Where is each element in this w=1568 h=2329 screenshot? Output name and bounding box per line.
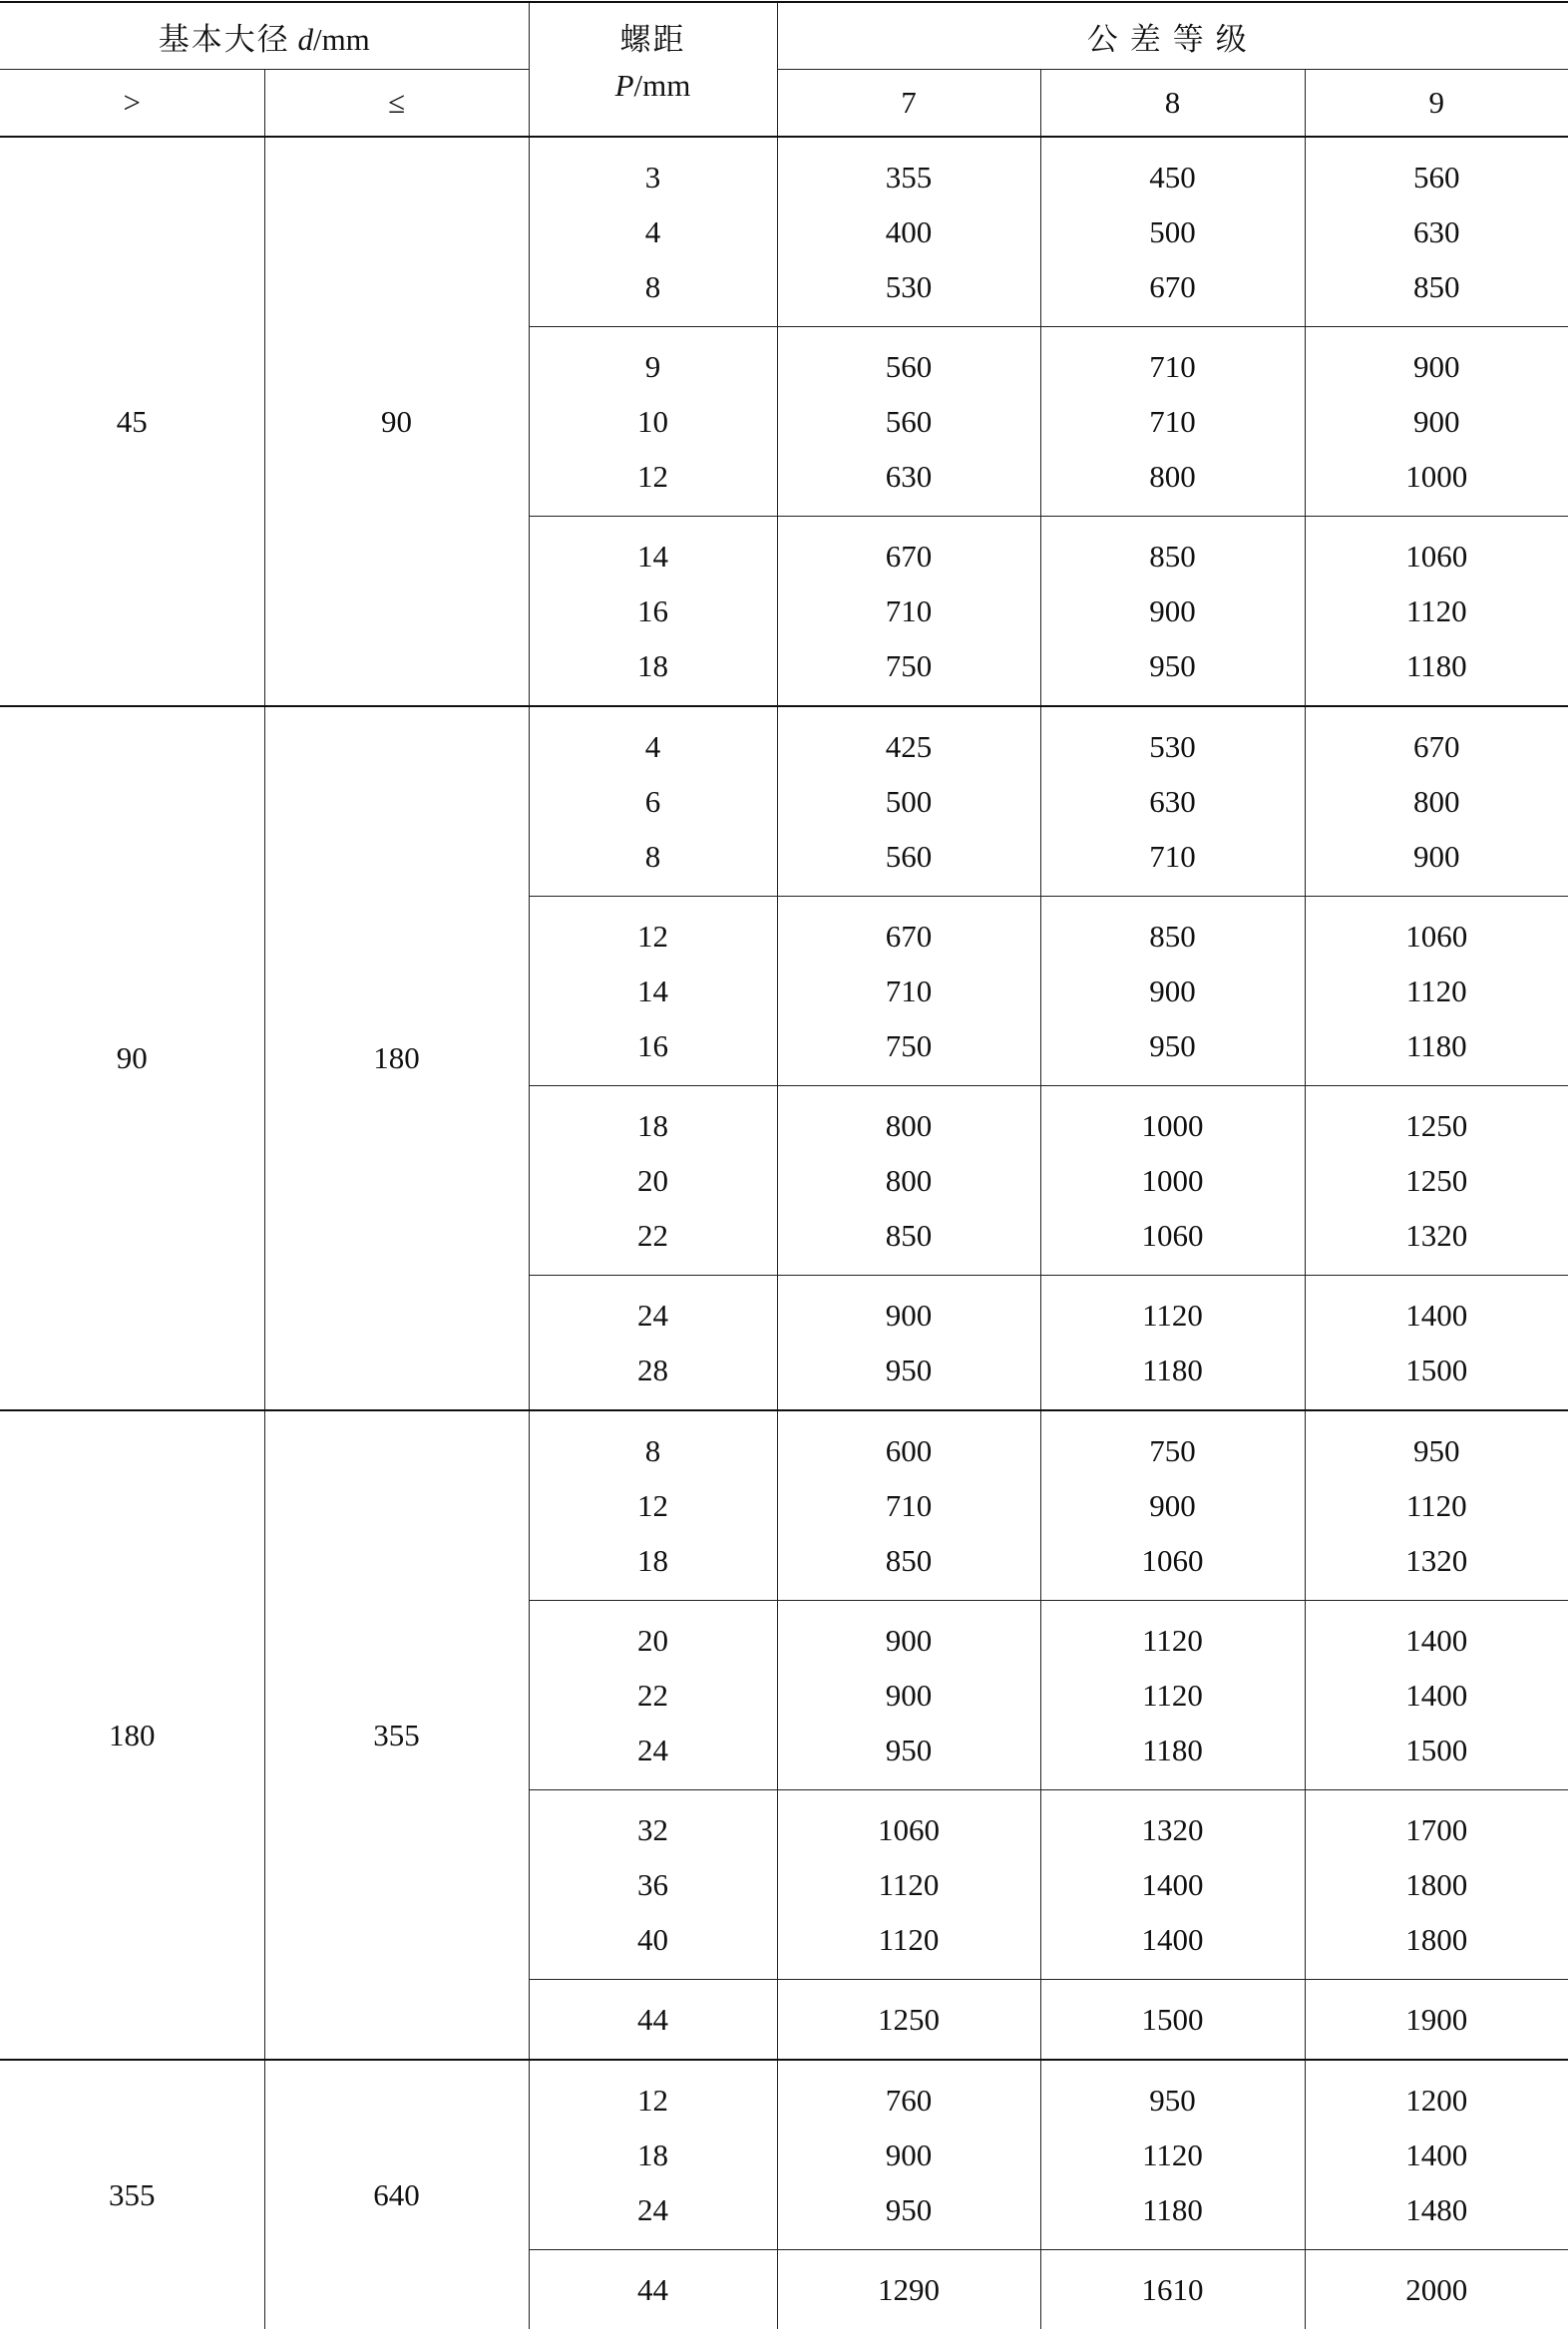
grade-9-cell: 1200 [1305,2060,1568,2128]
pitch-cell: 8 [529,829,777,897]
grade-8-cell: 670 [1040,259,1305,327]
grade-7-cell: 670 [777,897,1040,965]
pitch-cell: 40 [529,1912,777,1980]
pitch-cell: 6 [529,774,777,829]
table-header [0,2,1568,137]
diameter-gt-cell: 355 [0,2060,264,2329]
grade-7-cell: 710 [777,1478,1040,1533]
grade-9-cell: 1320 [1305,1208,1568,1276]
grade-8-cell: 710 [1040,829,1305,897]
grade-9-cell: 1900 [1305,1980,1568,2061]
pitch-cell: 14 [529,517,777,584]
grade-7-cell: 800 [777,1153,1040,1208]
grade-8-cell: 1180 [1040,1343,1305,1410]
grade-9-cell: 1500 [1305,1723,1568,1790]
grade-8-cell: 1120 [1040,1276,1305,1344]
grade-7-cell: 500 [777,774,1040,829]
grade-9-cell: 1000 [1305,449,1568,517]
grade-8-cell: 900 [1040,1478,1305,1533]
grade-8-cell: 1120 [1040,1668,1305,1723]
pitch-cell: 24 [529,1276,777,1344]
grade-9-cell: 1250 [1305,1153,1568,1208]
diameter-group-label: 基本大径 [159,22,290,57]
grade-7-cell: 530 [777,259,1040,327]
diameter-unit: /mm [313,22,370,57]
pitch-cell: 32 [529,1790,777,1858]
grade-9-cell: 1060 [1305,897,1568,965]
grade-9-cell: 1400 [1305,1601,1568,1669]
grade-8-cell: 1500 [1040,1980,1305,2061]
grade-9-cell: 1500 [1305,1343,1568,1410]
grade-7-cell: 670 [777,517,1040,584]
grade-7-cell: 560 [777,394,1040,449]
header-row-2 [0,70,1568,138]
diameter-symbol: d [297,22,313,57]
grade-7-cell: 710 [777,583,1040,638]
pitch-cell: 28 [529,1343,777,1410]
grade-7-cell: 1250 [777,1980,1040,2061]
grade-8-cell: 800 [1040,449,1305,517]
grade-9-cell: 670 [1305,706,1568,774]
grade-7-cell: 750 [777,638,1040,706]
grade-7-cell: 900 [777,2128,1040,2182]
pitch-cell: 3 [529,137,777,204]
grade-9-cell: 1320 [1305,1533,1568,1601]
pitch-cell: 12 [529,897,777,965]
grade-8-cell: 900 [1040,583,1305,638]
grade-7-cell: 900 [777,1276,1040,1344]
grade-9-cell: 560 [1305,137,1568,204]
grade-7-cell: 950 [777,2182,1040,2250]
grade-8-cell: 850 [1040,897,1305,965]
grade-7-cell: 950 [777,1723,1040,1790]
table-body [0,137,1568,2329]
grade-header-7: 7 [777,70,1040,138]
grade-7-cell: 800 [777,1086,1040,1154]
pitch-cell: 44 [529,1980,777,2061]
grade-7-cell: 355 [777,137,1040,204]
grade-9-cell: 1120 [1305,964,1568,1018]
grade-9-cell: 1480 [1305,2182,1568,2250]
gt-header: > [0,70,264,138]
grade-7-cell: 750 [777,1018,1040,1086]
grade-9-cell: 900 [1305,327,1568,395]
grade-8-cell: 1000 [1040,1153,1305,1208]
pitch-cell: 8 [529,1410,777,1478]
grade-9-cell: 630 [1305,204,1568,259]
grade-9-cell: 950 [1305,1410,1568,1478]
pitch-header [529,2,777,137]
pitch-cell: 16 [529,1018,777,1086]
grade-7-cell: 850 [777,1533,1040,1601]
grade-7-cell: 1290 [777,2250,1040,2329]
pitch-cell: 4 [529,204,777,259]
grade-8-cell: 750 [1040,1410,1305,1478]
grade-9-cell: 800 [1305,774,1568,829]
grade-8-cell: 1060 [1040,1208,1305,1276]
grade-9-cell: 1120 [1305,1478,1568,1533]
pitch-cell: 22 [529,1668,777,1723]
grade-9-cell: 1180 [1305,1018,1568,1086]
pitch-cell: 16 [529,583,777,638]
diameter-le-cell: 640 [264,2060,529,2329]
pitch-unit: /mm [634,68,691,103]
pitch-cell: 12 [529,449,777,517]
grade-8-cell: 630 [1040,774,1305,829]
pitch-cell: 36 [529,1857,777,1912]
grade-8-cell: 1000 [1040,1086,1305,1154]
grade-9-cell: 1120 [1305,583,1568,638]
pitch-cell: 8 [529,259,777,327]
pitch-cell: 24 [529,2182,777,2250]
grade-8-cell: 1120 [1040,1601,1305,1669]
grade-8-cell: 1400 [1040,1912,1305,1980]
grade-7-cell: 1120 [777,1912,1040,1980]
pitch-cell: 20 [529,1601,777,1669]
table-row [0,2060,1568,2128]
grade-7-cell: 850 [777,1208,1040,1276]
header-row-1 [0,2,1568,70]
grade-8-cell: 500 [1040,204,1305,259]
grade-8-cell: 900 [1040,964,1305,1018]
tolerance-table [0,1,1568,2329]
grade-9-cell: 1400 [1305,2128,1568,2182]
grade-8-cell: 1120 [1040,2128,1305,2182]
grade-8-cell: 1400 [1040,1857,1305,1912]
table-row [0,706,1568,774]
grade-7-cell: 900 [777,1601,1040,1669]
grade-group-label: 公差等级 [1087,22,1259,57]
table-row [0,137,1568,204]
pitch-cell: 18 [529,2128,777,2182]
grade-9-cell: 1400 [1305,1668,1568,1723]
grade-8-cell: 950 [1040,638,1305,706]
diameter-le-cell: 180 [264,706,529,1410]
diameter-gt-cell: 180 [0,1410,264,2060]
grade-7-cell: 900 [777,1668,1040,1723]
grade-7-cell: 1120 [777,1857,1040,1912]
grade-7-cell: 630 [777,449,1040,517]
grade-7-cell: 560 [777,829,1040,897]
grade-9-cell: 1400 [1305,1276,1568,1344]
pitch-cell: 20 [529,1153,777,1208]
diameter-group-header [0,2,529,70]
grade-8-cell: 950 [1040,1018,1305,1086]
grade-9-cell: 1060 [1305,517,1568,584]
grade-9-cell: 1250 [1305,1086,1568,1154]
diameter-le-cell: 90 [264,137,529,706]
grade-7-cell: 560 [777,327,1040,395]
pitch-symbol: P [615,68,634,103]
grade-8-cell: 1180 [1040,1723,1305,1790]
grade-8-cell: 850 [1040,517,1305,584]
pitch-cell: 24 [529,1723,777,1790]
pitch-cell: 10 [529,394,777,449]
grade-9-cell: 2000 [1305,2250,1568,2329]
grade-7-cell: 950 [777,1343,1040,1410]
grade-9-cell: 900 [1305,829,1568,897]
grade-9-cell: 1800 [1305,1912,1568,1980]
grade-7-cell: 425 [777,706,1040,774]
diameter-le-cell: 355 [264,1410,529,2060]
pitch-cell: 44 [529,2250,777,2329]
grade-8-cell: 1320 [1040,1790,1305,1858]
pitch-cell: 22 [529,1208,777,1276]
pitch-cell: 14 [529,964,777,1018]
grade-8-cell: 530 [1040,706,1305,774]
pitch-cell: 18 [529,1533,777,1601]
grade-8-cell: 710 [1040,394,1305,449]
grade-7-cell: 1060 [777,1790,1040,1858]
grade-9-cell: 850 [1305,259,1568,327]
grade-8-cell: 1060 [1040,1533,1305,1601]
diameter-gt-cell: 90 [0,706,264,1410]
pitch-cell: 18 [529,1086,777,1154]
grade-8-cell: 1180 [1040,2182,1305,2250]
pitch-cell: 12 [529,1478,777,1533]
grade-8-cell: 1610 [1040,2250,1305,2329]
grade-header-9: 9 [1305,70,1568,138]
grade-9-cell: 1800 [1305,1857,1568,1912]
pitch-cell: 18 [529,638,777,706]
grade-8-cell: 710 [1040,327,1305,395]
grade-9-cell: 1700 [1305,1790,1568,1858]
grade-7-cell: 400 [777,204,1040,259]
pitch-cell: 12 [529,2060,777,2128]
le-header: ≤ [264,70,529,138]
grade-7-cell: 760 [777,2060,1040,2128]
pitch-cell: 9 [529,327,777,395]
table-row [0,1410,1568,1478]
grade-7-cell: 710 [777,964,1040,1018]
grade-group-header [777,2,1568,70]
grade-header-8: 8 [1040,70,1305,138]
grade-8-cell: 450 [1040,137,1305,204]
diameter-gt-cell: 45 [0,137,264,706]
pitch-label: 螺距 [530,3,777,59]
pitch-cell: 4 [529,706,777,774]
grade-9-cell: 1180 [1305,638,1568,706]
grade-9-cell: 900 [1305,394,1568,449]
grade-8-cell: 950 [1040,2060,1305,2128]
grade-7-cell: 600 [777,1410,1040,1478]
